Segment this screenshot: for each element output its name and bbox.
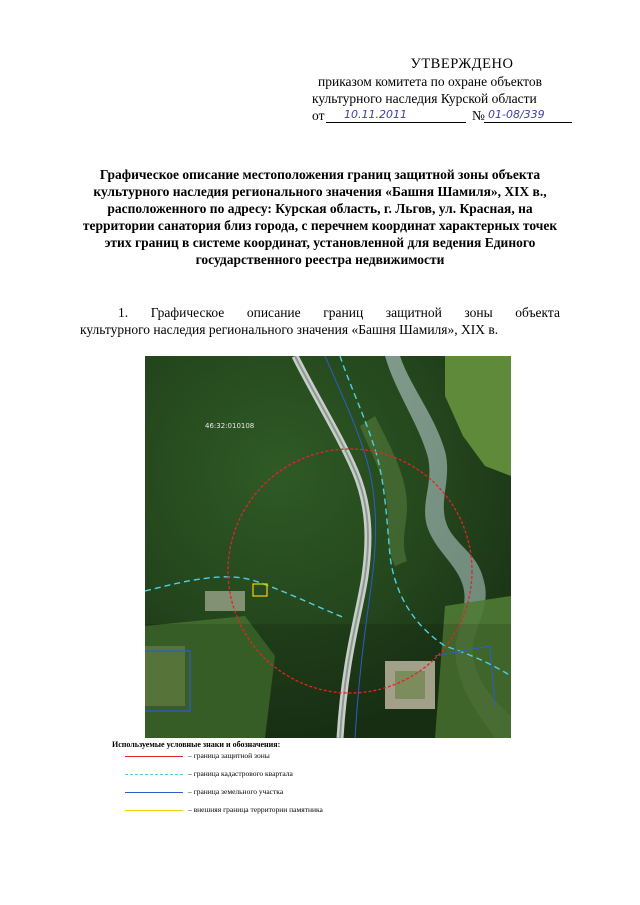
buildings-area [205,591,245,611]
cadastral-label: 46:32:010108 [205,422,255,430]
legend-item-monument-territory [112,804,412,822]
satellite-map [145,356,525,738]
section-1 [80,304,560,338]
legend [112,740,412,822]
legend-item-land-plot [112,786,412,804]
legend-label: – граница земельного участка [188,787,284,796]
approval-title: УТВЕРЖДЕНО [410,56,514,72]
date-field [326,109,466,123]
legend-title: Используемые условные знаки и обозначения: [112,740,281,749]
section-1-line-1: 1. Графическое описание границ защитной зоны объекта [118,305,560,320]
date-handwritten: 10.11.2011 [344,108,407,121]
legend-swatch-yellow [125,810,183,811]
number-handwritten: 01-08/339 [488,108,545,121]
approval-line-2: культурного наследия Курской области [312,91,537,106]
map-graphic [145,356,525,738]
tile-overlay [145,624,511,738]
legend-item-cadastral-quarter [112,768,412,786]
section-1-line-2: культурного наследия регионального значения «Башня Шамиля», XIX в. [80,322,499,337]
legend-swatch-blue [125,792,183,793]
legend-label: – граница кадастрового квартала [188,769,293,778]
map-margin [511,356,525,738]
legend-swatch-red [125,756,183,757]
from-label: от [312,108,325,123]
document-heading: Графическое описание местоположения границ защитной зоны объекта культурного наследия регионального значения «Башня Шамиля», XIX в., расположенного по адресу: Курская область, г. Льгов, ул. Красная, на территории санатория близ города, с перечнем координат характерных точек этих границ в системе координат, установленной для ведения Единого государственного реестра недвижимости [82,167,558,267]
approval-block [312,56,592,125]
approval-date-number-line [312,107,592,125]
legend-swatch-cyan [125,774,183,775]
approval-line-1: приказом комитета по охране объектов [318,74,542,89]
number-field [484,109,572,123]
legend-label: – граница защитной зоны [188,751,270,760]
legend-label: – внешняя граница территории памятника [188,805,323,814]
number-label: № [472,108,485,123]
legend-item-protection-zone [112,750,412,768]
